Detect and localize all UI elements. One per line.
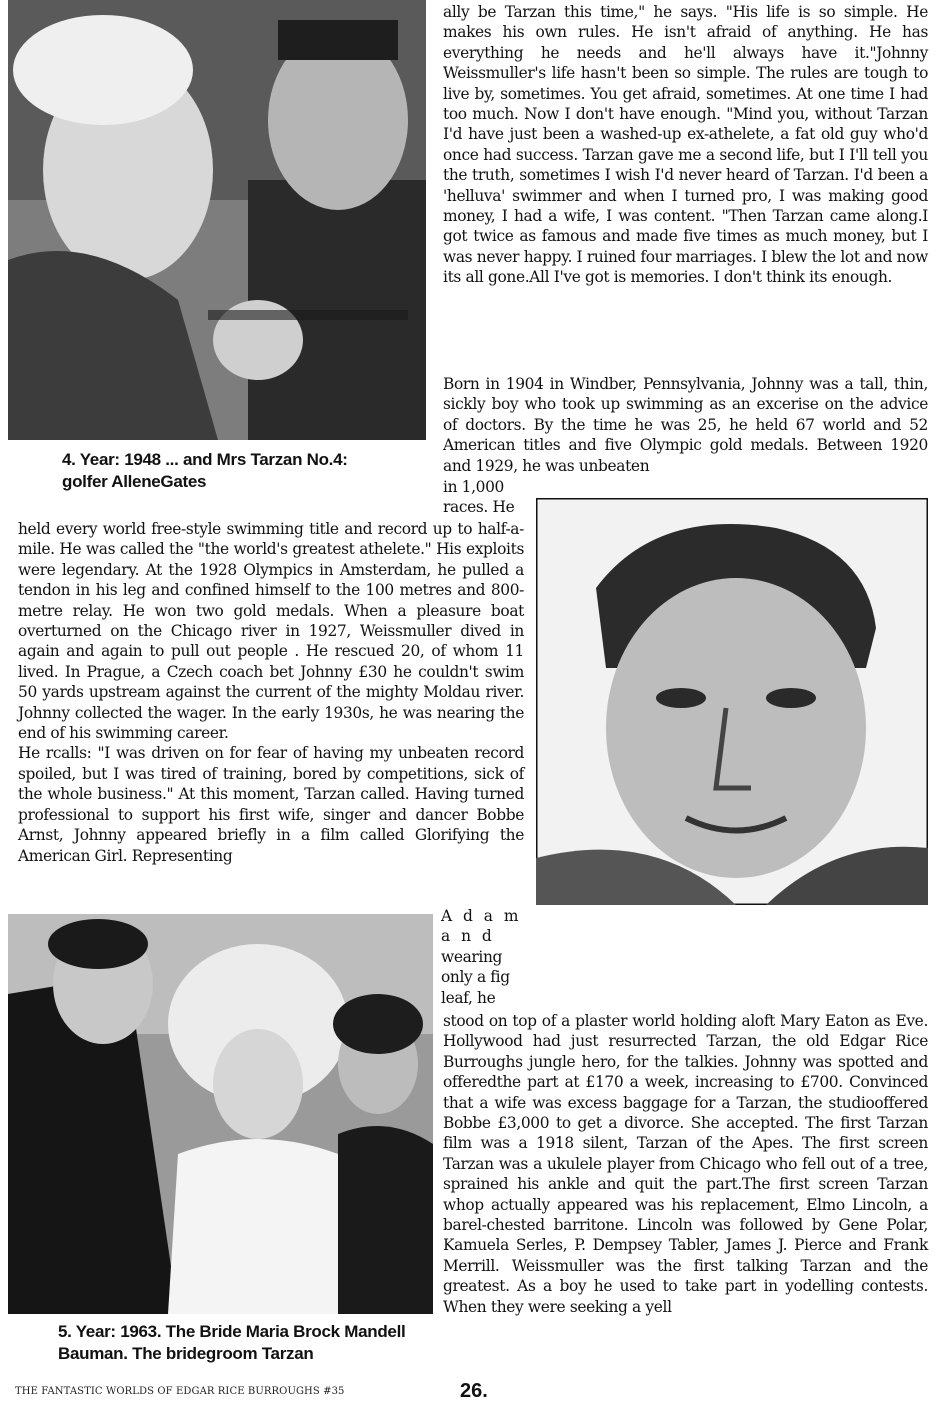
page-number: 26.: [460, 1380, 488, 1402]
photo-wedding-1963: [8, 914, 433, 1314]
caption-photo-4-line1: 4. Year: 1948 ... and Mrs Tarzan No.4:: [62, 450, 348, 469]
caption-photo-5-line2: Bauman. The bridegroom Tarzan: [58, 1344, 314, 1363]
paragraph-2-left: held every world free-style swimming title and record up to half-a-mile. He was called the "the world's greatest athelete." His exploits were legendary. At the 1928 Olympics in Amsterdam, he pulled a tendon in his leg and confined himself to the 100 metres and 800-metre relay. He won two gold medals. When a pleasure boat overturned on the Chicago river in 1927, Weissmuller dived in again and again to pull out people . He rescued 20, of whom 11 lived. In Prague, a Czech coach bet Johnny £30 he couldn't swim 50 yards upstream against the current of the mighty Moldau river. Johnny collected the wager. In the early 1930s, he was nearing the end of his swimming career.: [18, 520, 524, 743]
paragraph-2-narrow-a: in 1,000: [443, 478, 504, 496]
narrow-line-2: a n d: [441, 927, 495, 946]
narrow-line-1: A d a m: [441, 907, 522, 925]
paragraph-quote: [443, 2, 928, 288]
paragraph-hollywood: [443, 1011, 928, 1317]
paragraph-1: ally be Tarzan this time," he says. "His life is so simple. He makes his own rules. He isn't afraid of anything. He has everything he needs and he'll always have it."Johnny Weissmuller's life hasn't been so simple. The rules are tough to live by, sometimes. You get afraid, sometimes. At one time I had too much. Now I don't have enough. "Mind you, without Tarzan I'd have just been a washed-up ex-athelete, a fat old guy who'd once had success. Tarzan gave me a second life, but I I'll tell you the truth, sometimes I wish I'd never heard of Tarzan. I'd been a 'helluva' swimmer and when I turned pro, I was making good money, I had a wife, I was content. "Then Tarzan came along.I got twice as famous and made five times as much money, but I was never happy. I ruined four marriages. I blew the lot and now its all gone.All I've got is memories. I don't think its enough.: [443, 3, 928, 287]
paragraph-3-narrow: [441, 906, 537, 1008]
photo-mrs-tarzan-no4: [8, 0, 426, 440]
narrow-line-3: wearing: [441, 947, 503, 966]
paragraph-born: [443, 374, 928, 476]
paragraph-3-right: stood on top of a plaster world holding aloft Mary Eaton as Eve. Hollywood had just resurrected Tarzan, the old Edgar Rice Burroughs jungle hero, for the talkies. Johnny was spotted and offeredthe part at £170 a week, increasing to £700. Convinced that a wife was excess baggage for a Tarzan, the studiooffered Bobbe £3,000 to get a divorce. She accepted. The first Tarzan film was a 1918 silent, Tarzan of the Apes. The first screen Tarzan was a ukulele player from Chicago who fell out of a tree, sprained his ankle and quit the part.The first screen Tarzan whop actually appeared was his replacement, Elmo Lincoln, a barel-chested barritone. Lincoln was followed by Gene Polar, Kamuela Serles, P. Dempsey Tabler, James J. Pierce and Frank Merrill. Weissmuller was the first talking Tarzan and the greatest. As a boy he used to take part in yodelling contests. When they were seeking a yell: [443, 1012, 928, 1316]
paragraph-2-narrow-b: races. He: [443, 498, 515, 517]
paragraph-3-left: He rcalls: "I was driven on for fear of having my unbeaten record spoiled, but I was tired of training, bored by competitions, sick of the whole business." At this moment, Tarzan called. Having turned professional to support his first wife, singer and dancer Bobbe Arnst, Johnny appeared briefly in a film called Glorifying the American Girl. Representing: [18, 744, 524, 865]
photo-weissmuller-portrait: [536, 498, 928, 905]
publication-title: THE FANTASTIC WORLDS OF EDGAR RICE BURROUGHS #35: [15, 1386, 345, 1397]
caption-photo-4: [62, 449, 432, 493]
paragraph-2-narrow: [443, 477, 543, 518]
paragraph-2-top: Born in 1904 in Windber, Pennsylvania, Johnny was a tall, thin, sickly boy who took up swimming as an excerise on the advice of doctors. By the time he was 25, he held 67 world and 52 American titles and five Olympic gold medals. Between 1920 and 1929, he was unbeaten: [443, 375, 928, 475]
narrow-line-5: leaf, he: [441, 988, 496, 1007]
caption-photo-5-line1: 5. Year: 1963. The Bride Maria Brock Mandell: [58, 1322, 406, 1341]
narrow-line-4: only a fig: [441, 968, 510, 987]
caption-photo-5: [58, 1321, 443, 1365]
caption-photo-4-line2: golfer AlleneGates: [62, 472, 207, 491]
paragraph-exploits: [18, 519, 524, 866]
